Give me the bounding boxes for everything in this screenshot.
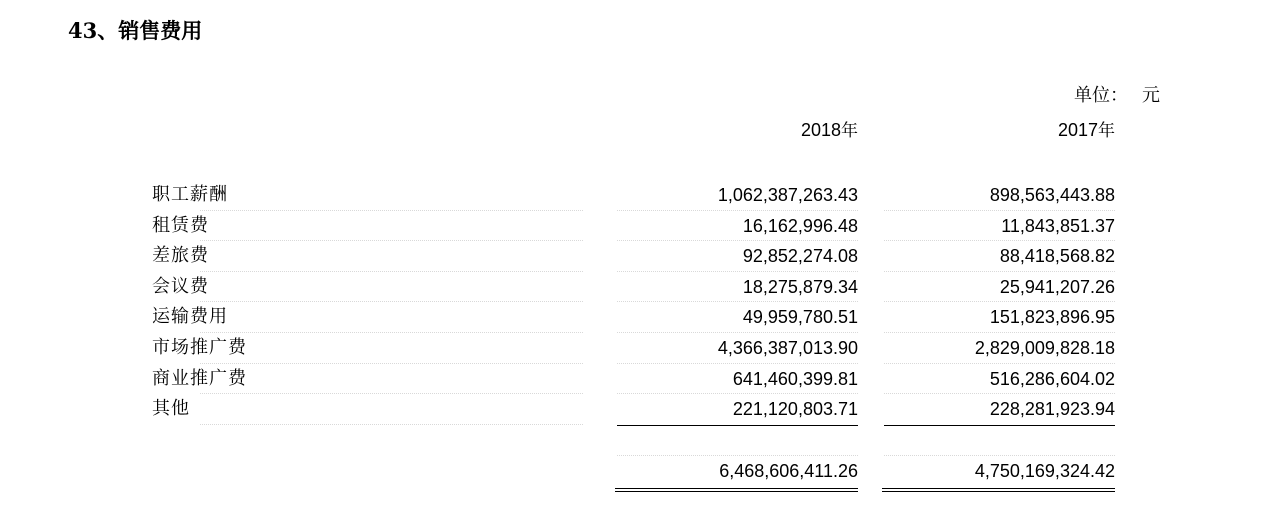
row-separator — [200, 332, 583, 333]
row-separator — [200, 271, 583, 272]
total-double-rule-2017 — [882, 488, 1115, 492]
unit-caption — [1074, 83, 1160, 109]
row-value-2018: 221,120,803.71 — [732, 399, 858, 419]
row-separator — [617, 301, 858, 302]
table-row — [0, 180, 1271, 211]
row-label: 市场推广费 — [152, 337, 247, 358]
table-row — [0, 333, 1271, 364]
row-value-2018: 1,062,387,263.43 — [717, 185, 858, 205]
row-separator — [884, 240, 1115, 241]
row-label: 差旅费 — [152, 245, 209, 266]
row-separator — [884, 301, 1115, 302]
row-separator — [617, 210, 858, 211]
unit-label: 单位： — [1074, 85, 1128, 106]
row-value-2018: 4,366,387,013.90 — [717, 338, 858, 358]
year-suffix-2018: 年 — [841, 121, 858, 141]
unit-value: 元 — [1142, 85, 1160, 106]
row-separator — [617, 393, 858, 394]
row-separator — [200, 240, 583, 241]
table-row — [0, 302, 1271, 333]
row-value-2018: 49,959,780.51 — [742, 307, 858, 327]
subtotal-rule-2018 — [617, 425, 858, 426]
year-2017: 2017 — [1057, 120, 1098, 140]
row-separator — [884, 393, 1115, 394]
table-row — [0, 211, 1271, 242]
row-label: 会议费 — [152, 276, 209, 297]
row-label: 租赁费 — [152, 215, 209, 236]
total-value-2018: 6,468,606,411.26 — [719, 461, 858, 481]
row-label: 运输费用 — [152, 306, 228, 327]
row-separator — [884, 210, 1115, 211]
row-separator — [884, 332, 1115, 333]
row-value-2017: 151,823,896.95 — [989, 307, 1115, 327]
row-value-2018: 641,460,399.81 — [732, 369, 858, 389]
total-row — [0, 456, 1271, 487]
row-value-2017: 516,286,604.02 — [989, 369, 1115, 389]
year-suffix-2017: 年 — [1098, 121, 1115, 141]
row-separator — [617, 240, 858, 241]
row-value-2017: 898,563,443.88 — [989, 185, 1115, 205]
row-value-2017: 2,829,009,828.18 — [974, 338, 1115, 358]
row-separator — [200, 363, 583, 364]
row-value-2017: 11,843,851.37 — [1001, 216, 1115, 236]
table-row — [0, 241, 1271, 272]
section-title: 43、销售费用 — [68, 18, 203, 43]
year-2018: 2018 — [800, 120, 841, 140]
total-double-rule-2018 — [615, 488, 858, 492]
row-value-2017: 88,418,568.82 — [999, 246, 1115, 266]
subtotal-rule-2017 — [884, 425, 1115, 426]
row-separator — [617, 363, 858, 364]
row-separator — [617, 332, 858, 333]
row-separator — [617, 271, 858, 272]
table-row — [0, 394, 1271, 425]
row-separator — [200, 424, 583, 425]
row-value-2018: 16,162,996.48 — [742, 216, 858, 236]
row-value-2018: 18,275,879.34 — [742, 277, 858, 297]
column-header-2017 — [884, 116, 1115, 145]
row-value-2017: 228,281,923.94 — [989, 399, 1115, 419]
row-label: 其他 — [152, 398, 190, 419]
row-label: 商业推广费 — [152, 368, 247, 389]
row-separator — [200, 393, 583, 394]
row-separator — [884, 271, 1115, 272]
table-row — [0, 272, 1271, 303]
row-value-2017: 25,941,207.26 — [999, 277, 1115, 297]
table-row — [0, 364, 1271, 395]
row-value-2018: 92,852,274.08 — [742, 246, 858, 266]
total-value-2017: 4,750,169,324.42 — [974, 461, 1115, 481]
row-separator — [200, 301, 583, 302]
row-separator — [200, 210, 583, 211]
row-label: 职工薪酬 — [152, 184, 228, 205]
column-header-2018 — [617, 116, 858, 145]
row-separator — [884, 363, 1115, 364]
